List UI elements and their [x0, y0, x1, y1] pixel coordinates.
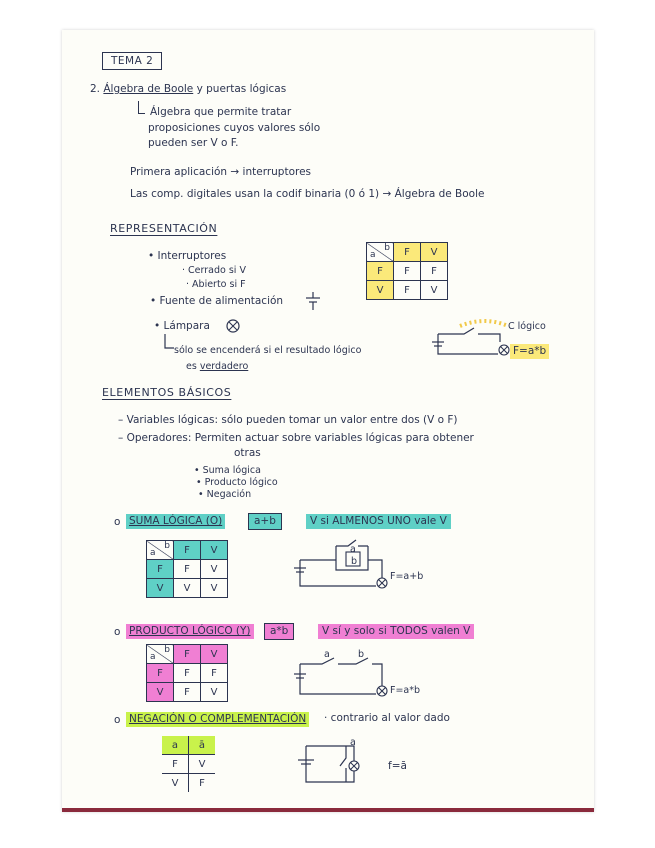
definition-line-3: pueden ser V o F. [148, 137, 239, 149]
table-cell: V [201, 579, 228, 598]
suma-switch-b: b [351, 556, 358, 567]
table-cell: F [201, 664, 228, 683]
interruptores-item: • Interruptores [148, 250, 227, 262]
suma-expression: a+b [248, 513, 282, 530]
table-cell: F [394, 262, 421, 281]
producto-switch-a: a [324, 649, 330, 660]
row-header-cell: V [147, 579, 174, 598]
suma-truth-table [146, 540, 228, 598]
header-cell: V [201, 541, 228, 560]
row-header-cell: F [147, 664, 174, 683]
producto-switch-b: b [358, 649, 365, 660]
header-cell: V [201, 645, 228, 664]
c-logico-label: C lógico [508, 321, 546, 332]
operadores-line-2: otras [234, 447, 261, 459]
representacion-formula: F=a*b [510, 344, 549, 359]
lampara-item: • Lámpara [154, 320, 210, 332]
producto-formula: F=a*b [390, 685, 421, 696]
table-cell: F [174, 560, 201, 579]
table-cell: V [201, 683, 228, 702]
table-corner [367, 243, 394, 262]
primera-aplicacion: Primera aplicación → interruptores [130, 166, 312, 178]
header-cell: F [394, 243, 421, 262]
row-header-cell: V [367, 281, 394, 300]
corner-a: a [370, 250, 376, 260]
table-cell: F [189, 774, 216, 793]
suma-description: V si ALMENOS UNO vale V [306, 514, 451, 529]
fuente-item: • Fuente de alimentación [150, 295, 284, 307]
battery-icon [306, 292, 320, 312]
producto-bullet: o [114, 626, 121, 638]
tema-label: TEMA 2 [102, 52, 162, 70]
negacion-circuit [294, 742, 374, 788]
notebook-page [62, 30, 594, 812]
cerrado-item: · Cerrado si V [182, 265, 246, 276]
negacion-title: NEGACIÓN O COMPLEMENTACIÓN [126, 712, 309, 727]
table-corner [147, 541, 174, 560]
lamp-note-es: es [186, 361, 197, 372]
variables-logicas: – Variables lógicas: sólo pueden tomar un valor entre dos (V o F) [118, 414, 458, 426]
operadores-line-1: – Operadores: Permiten actuar sobre variables lógicas para obtener [118, 432, 474, 444]
suma-title: SUMA LÓGICA (O) [126, 514, 225, 529]
corner-b: b [164, 541, 170, 551]
lamp-icon [226, 319, 240, 333]
negacion-truth-table [162, 736, 215, 792]
producto-truth-table [146, 644, 228, 702]
suma-logica-item: • Suma lógica [194, 465, 261, 476]
header-cell: F [174, 645, 201, 664]
header-cell: ā [189, 736, 216, 755]
corner-b: b [164, 645, 170, 655]
table-cell: F [162, 755, 189, 774]
lamp-note-verdadero: verdadero [199, 361, 249, 372]
table-cell: V [421, 281, 448, 300]
row-header-cell: F [367, 262, 394, 281]
suma-bullet: o [114, 516, 121, 528]
definition-line-2: proposiciones cuyos valores sólo [148, 122, 321, 134]
producto-logico-item: • Producto lógico [196, 477, 278, 488]
section-number: 2. [90, 83, 101, 95]
negacion-formula: f=ā [388, 760, 407, 772]
negacion-switch-a: a [350, 737, 356, 748]
header-cell: F [174, 541, 201, 560]
table-cell: V [162, 774, 189, 793]
section-title-rest: y puertas lógicas [196, 83, 287, 95]
corner-a: a [150, 652, 156, 662]
table-cell: F [394, 281, 421, 300]
abierto-item: · Abierto si F [186, 279, 246, 290]
producto-title: PRODUCTO LÓGICO (Y) [126, 624, 254, 639]
header-cell: a [162, 736, 189, 755]
producto-expression: a*b [264, 623, 294, 640]
lamp-note-2 [186, 360, 248, 373]
suma-switch-a: a [350, 544, 356, 555]
definition-bracket [138, 101, 145, 114]
lamp-note-1: sólo se encenderá si el resultado lógico [174, 345, 362, 356]
section-title-main: Álgebra de Boole [103, 83, 194, 95]
table-cell: V [201, 560, 228, 579]
row-header-cell: V [147, 683, 174, 702]
corner-a: a [150, 548, 156, 558]
comp-digitales: Las comp. digitales usan la codif binaria (0 ó 1) → Álgebra de Boole [130, 188, 485, 200]
table-cell: F [174, 683, 201, 702]
representacion-truth-table [366, 242, 448, 300]
definition-line-1: Álgebra que permite tratar [150, 106, 292, 118]
table-cell: V [189, 755, 216, 774]
negacion-bullet: o [114, 714, 121, 726]
elementos-heading: ELEMENTOS BÁSICOS [102, 386, 232, 399]
negacion-item: • Negación [198, 489, 252, 500]
header-cell: V [421, 243, 448, 262]
table-corner [147, 645, 174, 664]
table-cell: V [174, 579, 201, 598]
negacion-description: · contrario al valor dado [324, 712, 450, 724]
representacion-heading: REPRESENTACIÓN [110, 222, 218, 235]
suma-formula: F=a+b [390, 571, 424, 582]
section-title [90, 83, 286, 96]
page-bottom-edge [62, 808, 594, 812]
producto-description: V sí y solo si TODOS valen V [318, 624, 474, 639]
corner-b: b [384, 243, 390, 253]
row-header-cell: F [147, 560, 174, 579]
table-cell: F [421, 262, 448, 281]
table-cell: F [174, 664, 201, 683]
